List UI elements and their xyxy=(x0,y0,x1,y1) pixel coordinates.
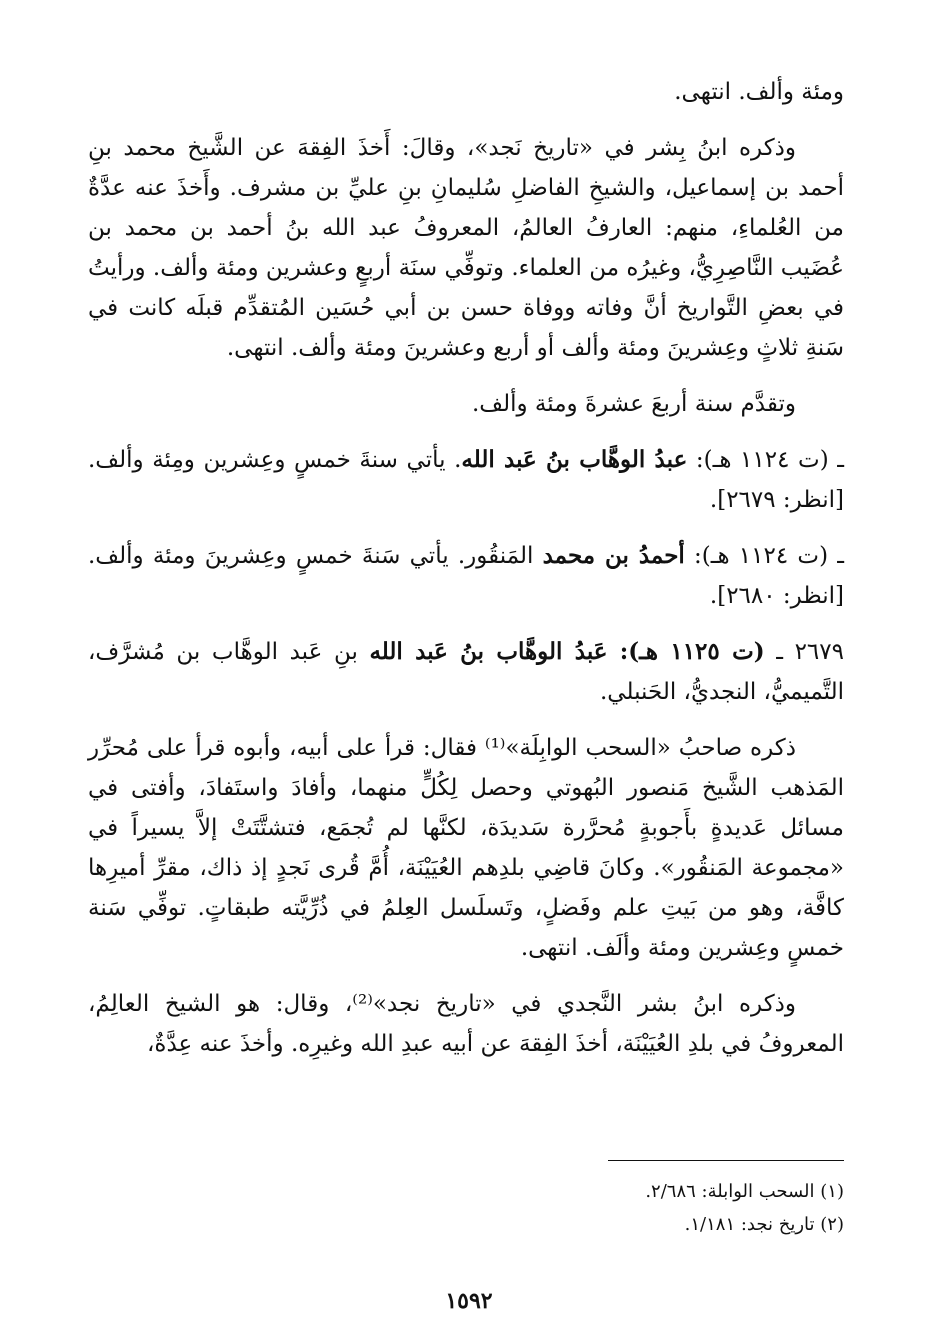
page-body xyxy=(88,72,844,1080)
entry-text: بنِ عَبد الوهَّاب بن مُشرَّف، التَّميميُّ، النجديُّ، الحَنبلي. xyxy=(88,639,844,705)
entry-text: المَنقُور. يأتي سَنةَ خمسٍ وعِشرينَ ومئة وألف. [انظر: ٢٦٨٠]. xyxy=(88,543,844,609)
footnote-1: (١) السحب الوابلة: ٢/٦٨٦. xyxy=(645,1181,844,1202)
paragraph-cross-reference: وتقدَّم سنة أربعَ عشرةَ ومئة وألف. xyxy=(472,391,796,417)
footnote-2: (٢) تاريخ نجد: ١/١٨١. xyxy=(684,1214,844,1235)
entry-name: عبدُ الوهَّاب بنُ عَبد الله xyxy=(461,446,688,473)
footnote-divider xyxy=(88,1160,608,1162)
footnotes xyxy=(88,1160,844,1241)
entry-name: (ت ١١٢٥ هـ): عَبدُ الوهَّاب بنُ عَبد الله xyxy=(369,638,765,665)
entry-prefix: ـ (ت ١١٢٤ هـ): xyxy=(687,447,844,473)
page-number: ١٥٩٢ xyxy=(445,1288,493,1314)
entry-abd-al-wahhab-ref xyxy=(88,440,844,520)
paragraph-continuation: ومئة وألف. انتهى. xyxy=(674,79,844,105)
entry-text: . يأتي سنةَ خمسٍ وعِشرين ومِئة وألف. [انظر: ٢٦٧٩]. xyxy=(88,447,844,513)
entry-name: أحمدُ بن محمد xyxy=(542,542,685,569)
entry-2679-heading xyxy=(88,632,844,712)
entry-ahmad-ref xyxy=(88,536,844,616)
paragraph-ibn-bishr-1: وذكره ابنُ بِشر في «تاريخ نَجد»، وقالَ: أَخذَ الفِقهَ عن الشَّيخ محمد بنِ أحمد بن إسماعيل، والشيخِ الفاضلِ سُليمانِ بنِ عليِّ بن مشرف. وأَخذَ عنه عدَّةٌ من العُلماءِ، منهم: العارفُ العالمُ، المعروفُ عبد الله بنُ أحمد بن محمد بن عُضَيب النَّاصِرِيُّ، وغيرُه من العلماء. وتوفِّي سنَة أربعٍ وعشرين ومئة وألف. ورأيتُ في بعضِ التَّواريخ أنَّ وفاته ووفاة حسن بن أبي حُسَين المُتقدِّم قبلَه كانت في سَنةِ ثلاثٍ وعِشرينَ ومئة وألف أو أربع وعشرينَ ومئة وألف. انتهى. xyxy=(88,135,845,361)
entry-number: ٢٦٧٩ ـ xyxy=(764,639,844,665)
paragraph-sohub-wabila: ذكره صاحبُ «السحب الوابِلَة»⁽¹⁾ فقال: قرأ على أبيه، وأبوه قرأ على مُحرِّر المَذهب الشَّيخ مَنصور البُهوتي وحصل لِكُلٍّ منهما، وأفادَ واستَفادَ، وأفتى في مسائل عَديدةٍ بأَجوبةٍ مُحرَّرة سَديدَة، لكنَّها لم تُجمَع، فتشتَّتَتْ إلاَّ يسيراً في «مجموعة المَنقُور». وكانَ قاضِي بلدِهم العُيَيْنَة، أُمَّ قُرى نَجدٍ إذ ذاك، مقرِّ أميرِها كافَّة، وهو من بَيتِ علم وفَضلٍ، وتَسلَسل العِلمُ في ذُرِّيَّته طبقاتٍ. توفِّي سَنة خمسٍ وعِشرين ومئة وألَف. انتهى. xyxy=(88,735,844,961)
entry-prefix: ـ (ت ١١٢٤ هـ): xyxy=(684,543,844,569)
paragraph-ibn-bishr-2: وذكره ابنُ بشر النَّجدي في «تاريخ نجد»⁽²⁾، وقال: هو الشيخ العالِمُ، المعروفُ في بلدِ العُيَيْنَة، أخذَ الفِقهَ عن أبيه عبدِ الله وغيرِه. وأخذَ عنه عِدَّةٌ، xyxy=(88,991,844,1057)
